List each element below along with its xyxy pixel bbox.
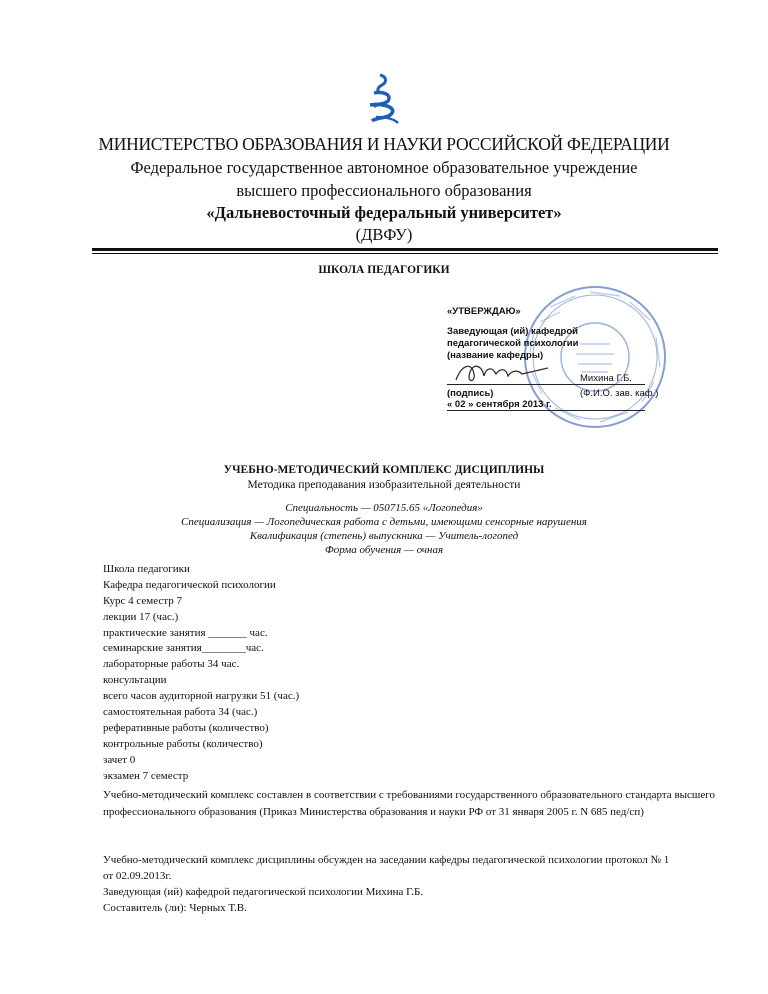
institution-type: Федеральное государственное автономное образовательное учреждение [130,158,638,177]
study-form: Форма обучения — очная [324,544,444,556]
detail-line: Кафедра педагогической психологии [103,578,276,591]
detail-line: консультации [103,674,167,687]
detail-line: зачет 0 [103,753,136,766]
minutes-line: Учебно-методический комплекс дисциплины обсужден на заседании кафедры педагогической психологии протокол № 1 [103,854,670,866]
header-divider-thick [92,248,718,251]
signature-label: (подпись) [447,388,494,399]
minutes-date: от 02.09.2013г. [103,870,172,882]
approval-minutes-paragraph [103,852,715,916]
detail-line: практические занятия _______ час. [103,626,268,639]
detail-line: лабораторные работы 34 час. [103,658,240,671]
head-of-department: Заведующая (ий) кафедрой педагогической психологии Михина Г.Б. [103,886,424,898]
approval-department: педагогической психологии [447,338,579,349]
approval-title: «УТВЕРЖДАЮ» [447,306,521,317]
detail-line: самостоятельная работа 34 (час.) [103,706,258,719]
university-name: «Дальневосточный федеральный университет» [206,203,562,222]
header-divider-thin [92,253,718,254]
course-details-list [103,562,299,784]
detail-line: контрольные работы (количество) [103,737,263,750]
standard-compliance-paragraph: Учебно-методический комплекс составлен в соответствии с требованиями государственного образовательного стандарта высшего профессионального образования (Приказ Министерства образования и науки РФ от 31 января 2005 г. N 685 пед/сп) [103,789,715,818]
ministry-title: МИНИСТЕРСТВО ОБРАЗОВАНИЯ И НАУКИ РОССИЙСКОЙ ФЕДЕРАЦИИ [98,134,670,154]
university-abbreviation: (ДВФУ) [355,225,413,244]
approval-position: Заведующая (ий) кафедрой [447,326,579,337]
detail-line: реферативные работы (количество) [103,721,269,734]
education-level: высшего профессионального образования [236,181,532,200]
discipline-name: Методика преподавания изобразительной деятельности [247,479,521,491]
signature-line [447,384,645,385]
approval-date: « 02 » сентября 2013 г. [447,399,552,410]
date-line [447,410,645,411]
approval-department-label: (название кафедры) [447,350,544,361]
qualification: Квалификация (степень) выпускника — Учитель-логопед [249,530,519,542]
approver-name: Михина Г.Б. [580,373,632,384]
umk-title: УЧЕБНО-МЕТОДИЧЕСКИЙ КОМПЛЕКС ДИСЦИПЛИНЫ [223,464,545,476]
school-name: ШКОЛА ПЕДАГОГИКИ [318,264,450,276]
compiler: Составитель (ли): Черных Т.В. [103,902,247,914]
specialty: Специальность — 050715.65 «Логопедия» [285,502,483,514]
university-logo-icon [364,73,404,125]
detail-line: лекции 17 (час.) [103,610,179,623]
fio-label: (Ф.И.О. зав. каф.) [580,388,659,399]
detail-line: всего часов аудиторной нагрузки 51 (час.) [103,690,300,703]
detail-line: Курс 4 семестр 7 [103,594,182,607]
detail-line: экзамен 7 семестр [103,769,189,782]
detail-line: Школа педагогики [103,563,190,575]
specialization: Специализация — Логопедическая работа с детьми, имеющими сенсорные нарушения [181,516,587,528]
detail-line: семинарские занятия________час. [103,642,264,655]
